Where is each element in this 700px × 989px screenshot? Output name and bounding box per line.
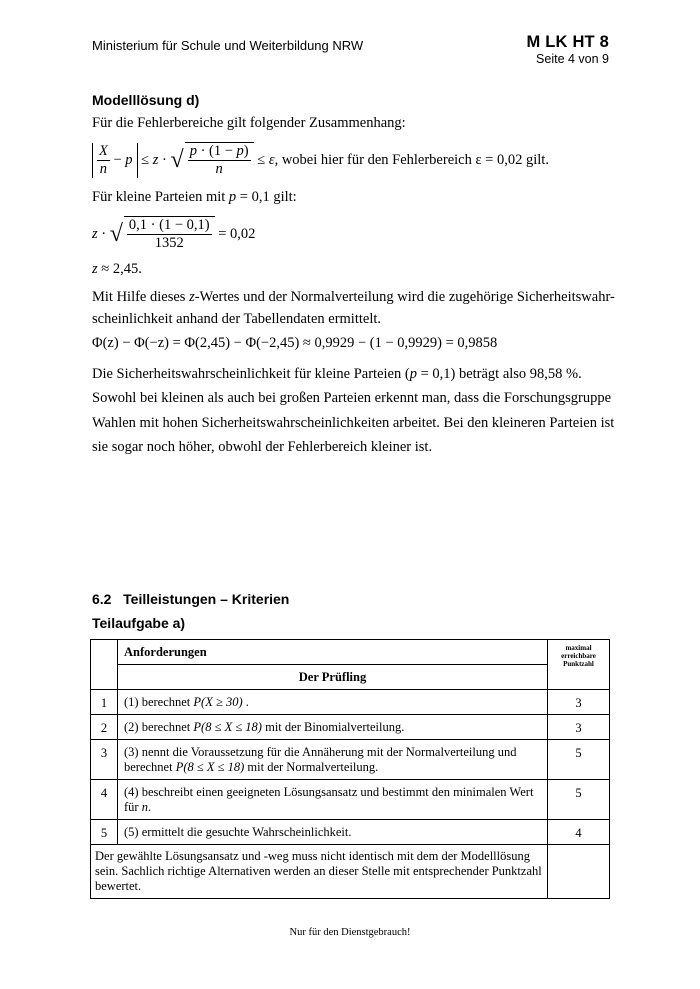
table-subheader-row: [91, 665, 610, 690]
table-row: [91, 690, 610, 715]
row-points: 5: [548, 780, 610, 820]
para3-line2: Wahlen mit hohen Sicherheitswahrscheinlichkeiten arbeitet. Bei den kleineren Parteien ist: [92, 415, 615, 431]
subtask-heading: Teilaufgabe a): [92, 615, 186, 631]
para2-a: Die Sicherheitswahrscheinlichkeit für kleine Parteien (: [92, 366, 410, 382]
row-points: 5: [548, 740, 610, 780]
page-number: Seite 4 von 9: [536, 52, 609, 66]
table-note: Der gewählte Lösungsansatz und -weg muss nicht identisch mit dem der Modelllösung sein. Sachlich richtige Alternativen werden an dieser Stelle mit entsprechender Punktzahl bewertet.: [91, 845, 548, 899]
para2-b: = 0,1) beträgt also 98,58 %.: [416, 366, 582, 382]
para-normal-dist: [92, 287, 615, 307]
frac2-denominator: 1352: [154, 235, 184, 251]
small-parties-p: p: [228, 189, 237, 205]
para3-line1: Sowohl bei kleinen als auch bei großen Parteien erkennt man, dass die Forschungsgruppe: [92, 390, 612, 406]
formula1-eps: ε = 0,02: [475, 151, 523, 168]
ministry-name: Ministerium für Schule und Weiterbildung NRW: [92, 38, 364, 53]
header-empty-cell: [91, 640, 118, 690]
header-max-points: [548, 640, 610, 690]
row-points: 3: [548, 690, 610, 715]
eq2-rhs: = 0,02: [218, 225, 256, 242]
section-title: Teilleistungen – Kriterien: [123, 591, 290, 607]
para1-z: z: [189, 289, 195, 305]
formula1-text: , wobei hier für den Fehlerbereich: [274, 151, 472, 168]
row-number: 5: [91, 820, 118, 845]
formula-error-range: $\frac{X}{n}$ − p ≤ z · √ $\frac{p \cdot (1 - p)}{n}$ ≤ ε , wobei hier für den Fehlerbereich ε = 0,02 gilt.: [92, 139, 549, 181]
document-code: M LK HT 8: [526, 33, 609, 51]
row-points: 3: [548, 715, 610, 740]
small-parties-text: Für kleine Parteien mit: [92, 189, 226, 205]
row-text: (1) berechnet P(X ≥ 30) .: [118, 690, 548, 715]
formula1-end: gilt.: [526, 151, 549, 168]
row-number: 3: [91, 740, 118, 780]
para2-p: p: [409, 366, 417, 382]
note-points-empty: [548, 845, 610, 899]
small-parties-line: [92, 187, 297, 207]
para3-line3: sie sogar noch höher, obwohl der Fehlerbereich kleiner ist.: [92, 439, 433, 455]
row-number: 2: [91, 715, 118, 740]
frac2-numerator: 0,1 · (1 − 0,1): [128, 217, 210, 233]
header-max-3: Punktzahl: [563, 660, 594, 668]
row-text: (4) beschreibt einen geeigneten Lösungsansatz und bestimmt den minimalen Wert für n.: [118, 780, 548, 820]
z-result-value: ≈ 2,45.: [101, 261, 142, 277]
header-requirements: Anforderungen: [118, 640, 548, 665]
table-row: [91, 820, 610, 845]
table-row: [91, 715, 610, 740]
row-text: (2) berechnet P(8 ≤ X ≤ 18) mit der Binomialverteilung.: [118, 715, 548, 740]
subheader-pruefling: Der Prüfling: [118, 665, 548, 690]
row-number: 4: [91, 780, 118, 820]
table-row: [91, 740, 610, 780]
row-text: (5) ermittelt die gesuchte Wahrscheinlichkeit.: [118, 820, 548, 845]
criteria-table: [90, 639, 610, 899]
header-max-1: maximal: [565, 644, 592, 652]
row-number: 1: [91, 690, 118, 715]
footer-note: Nur für den Dienstgebrauch!: [289, 927, 411, 938]
section-number: 6.2: [92, 591, 112, 607]
row-text: (3) nennt die Voraussetzung für die Annäherung mit der Normalverteilung und berechnet P(8 ≤ X ≤ 18) mit der Normalverteilung.: [118, 740, 548, 780]
para1-line2: scheinlichkeit anhand der Tabellendaten ermittelt.: [92, 311, 382, 327]
header-max-2: erreichbare: [561, 652, 596, 660]
solution-intro: Für die Fehlerbereiche gilt folgender Zusammenhang:: [92, 115, 406, 131]
para-probability: [92, 364, 582, 384]
table-header-row: [91, 640, 610, 665]
phi-equation: Φ(z) − Φ(−z) = Φ(2,45) − Φ(−2,45) ≈ 0,9929 − (1 − 0,9929) = 0,9858: [92, 335, 498, 351]
section-heading: [92, 591, 289, 607]
para1-a: Mit Hilfe dieses: [92, 289, 186, 305]
z-result: z ≈ 2,45.: [92, 261, 142, 277]
para1-b: -Wertes und der Normalverteilung wird die zugehörige Sicherheitswahr-: [194, 289, 615, 305]
formula-z-equation: z · √ $\frac{0,1 \cdot (1 - 0,1)}{1352}$ = 0,02: [92, 217, 256, 251]
row-points: 4: [548, 820, 610, 845]
solution-heading: Modelllösung d): [92, 92, 200, 108]
small-parties-val: = 0,1 gilt:: [239, 189, 297, 205]
table-row: [91, 780, 610, 820]
table-note-row: [91, 845, 610, 899]
